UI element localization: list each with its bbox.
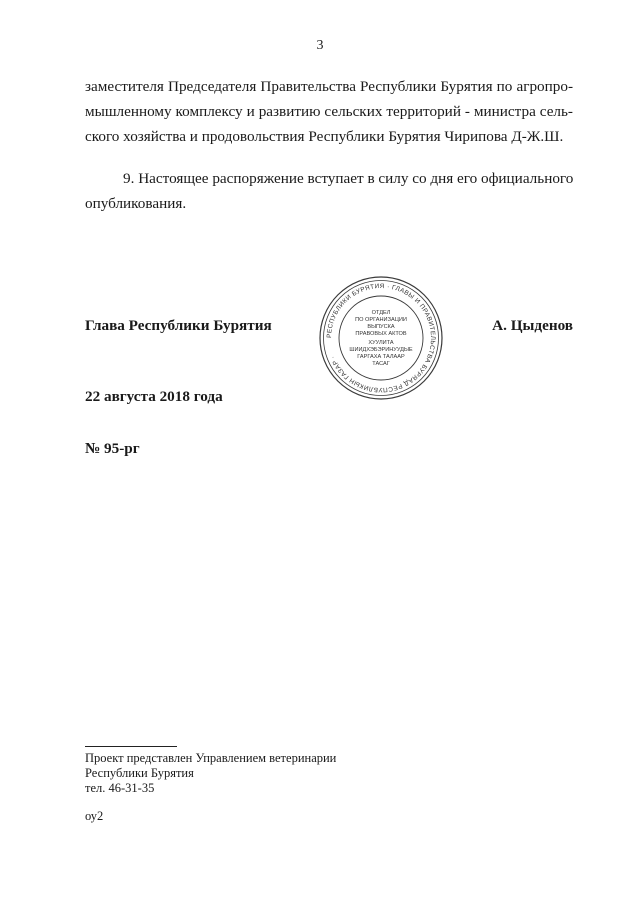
seal-center-line: ПО ОРГАНИЗАЦИИ [355,317,407,323]
paragraph-line: заместителя Председателя Правительства Республики Бурятия по агропро- [85,78,573,95]
svg-text:РЕСПУБЛИКИ БУРЯТИЯ · ГЛАВЫ И П [326,283,436,393]
paragraph-line: ского хозяйства и продовольствия Республики Бурятия Чирипова Д-Ж.Ш. [85,128,564,145]
seal-center-line: ГАРГАХА ТАЛААР [357,354,405,360]
document-number: № 95-рг [85,440,140,457]
footnote-line: тел. 46-31-35 [85,781,155,795]
seal-center-line: ПРАВОВЫХ АКТОВ [355,331,407,337]
footnote-line: Республики Бурятия [85,766,194,780]
footnote-line: Проект представлен Управлением ветеринарии [85,751,337,765]
seal-center-line: ХУУЛИТА [368,340,394,346]
paragraph-line: 9. Настоящее распоряжение вступает в силу со дня его официального [123,170,574,187]
seal-center-line: ШИИДХЭБЭРИНУУДЫЕ [349,347,413,353]
footnote-divider [85,746,177,747]
paragraph-item-9 [85,166,573,216]
signatory-position: Глава Республики Бурятия [85,317,272,334]
seal-center-line: ВЫПУСКА [367,324,395,330]
footnote [85,751,336,796]
document-code: оу2 [85,809,104,823]
official-seal-stamp [317,274,445,402]
document-date: 22 августа 2018 года [85,388,223,405]
seal-ring-text: РЕСПУБЛИКИ БУРЯТИЯ · ГЛАВЫ И ПРАВИТЕЛЬСТВА БУРЯАД РЕСПУБЛИКЫН ГАЗАР · [325,282,437,394]
seal-center-line: ТАСАГ [372,361,390,367]
paragraph-deputy-chairman [85,74,573,149]
page-number: 3 [316,38,324,53]
seal-center-line: ОТДЕЛ [371,310,391,316]
paragraph-line: опубликования. [85,195,187,212]
paragraph-line: мышленному комплексу и развитию сельских территорий - министра сель- [85,103,573,120]
signatory-name: А. Цыденов [492,317,573,334]
